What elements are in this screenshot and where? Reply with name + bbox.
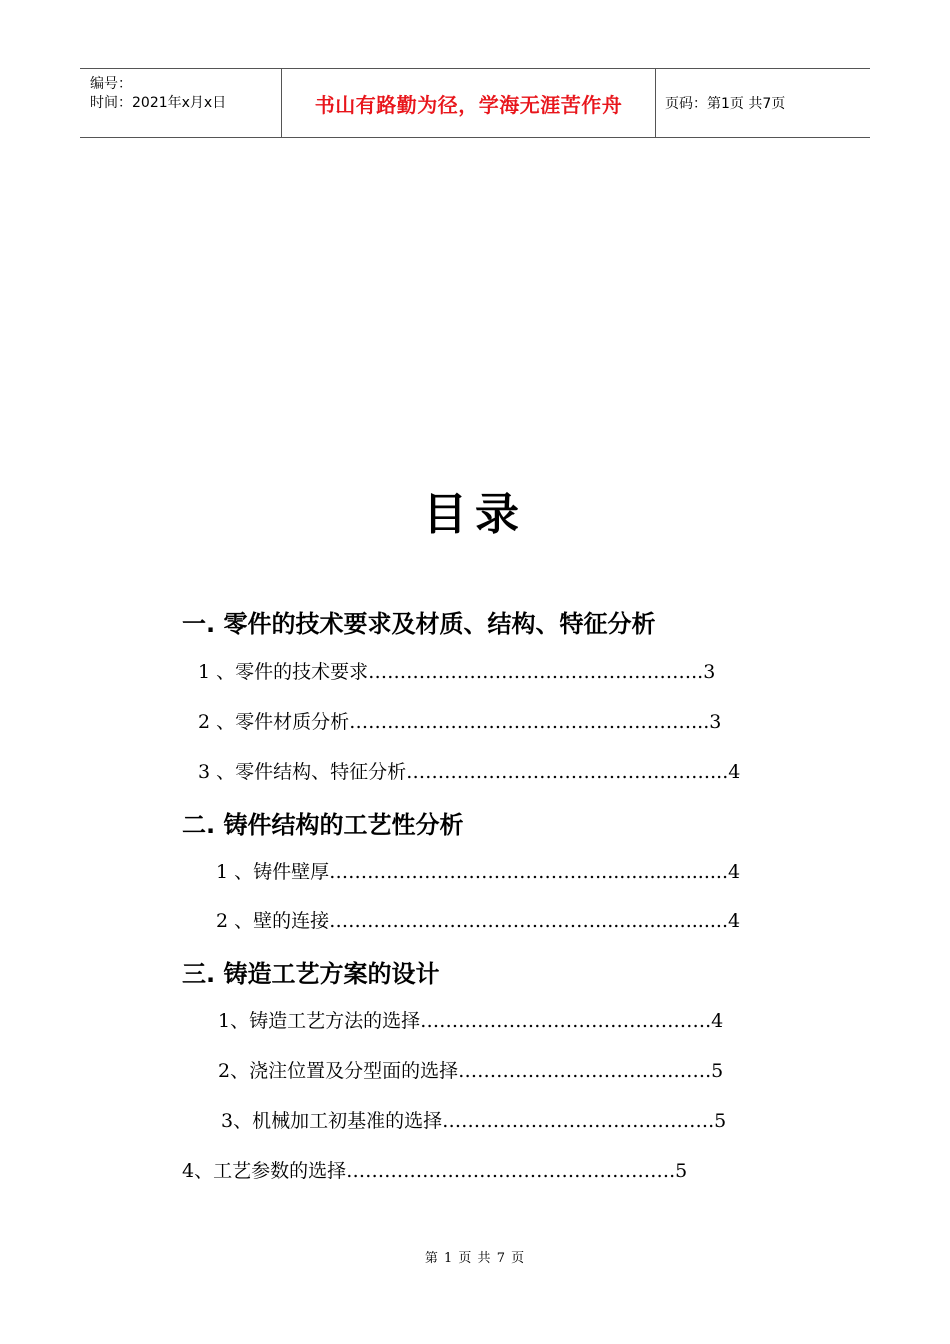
toc-item: 2 、零件材质分析………………………………………………...3 (198, 711, 722, 733)
toc-section-1: 一. 零件的技术要求及材质、结构、特征分析 (182, 610, 656, 638)
header-table (80, 68, 870, 138)
page-info: 页码：第1页 共7页 (665, 96, 786, 112)
number-label: 编号： (90, 76, 132, 92)
toc-item: 1 、零件的技术要求……………………………………………..3 (198, 661, 716, 683)
page-title: 目录 (423, 489, 527, 540)
header-page-cell (655, 69, 870, 137)
toc-item: 1、铸造工艺方法的选择……………………………………….4 (218, 1010, 724, 1032)
toc-item: 1 、铸件壁厚……………………………………......................4 (216, 861, 741, 883)
header-motto-cell (281, 69, 656, 137)
toc-item: 2 、壁的连接……………………………………......................4 (216, 910, 741, 932)
time-label: 时间：2021年x月x日 (90, 95, 227, 111)
toc-section-3: 三. 铸造工艺方案的设计 (182, 960, 440, 988)
page-footer: 第 1 页 共 7 页 (424, 1251, 526, 1266)
toc-item: 2、浇注位置及分型面的选择………………………………….5 (218, 1060, 724, 1082)
toc-item: 3、机械加工初基准的选择…………………………………….5 (221, 1110, 727, 1132)
motto-text: 书山有路勤为径，学海无涯苦作舟 (314, 92, 623, 117)
toc-item: 4、工艺参数的选择…………………………………………….5 (182, 1160, 688, 1182)
toc-item: 3 、零件结构、特征分析…………………………………………...4 (198, 761, 741, 783)
toc-section-2: 二. 铸件结构的工艺性分析 (182, 811, 464, 839)
header-meta-cell (80, 69, 280, 137)
